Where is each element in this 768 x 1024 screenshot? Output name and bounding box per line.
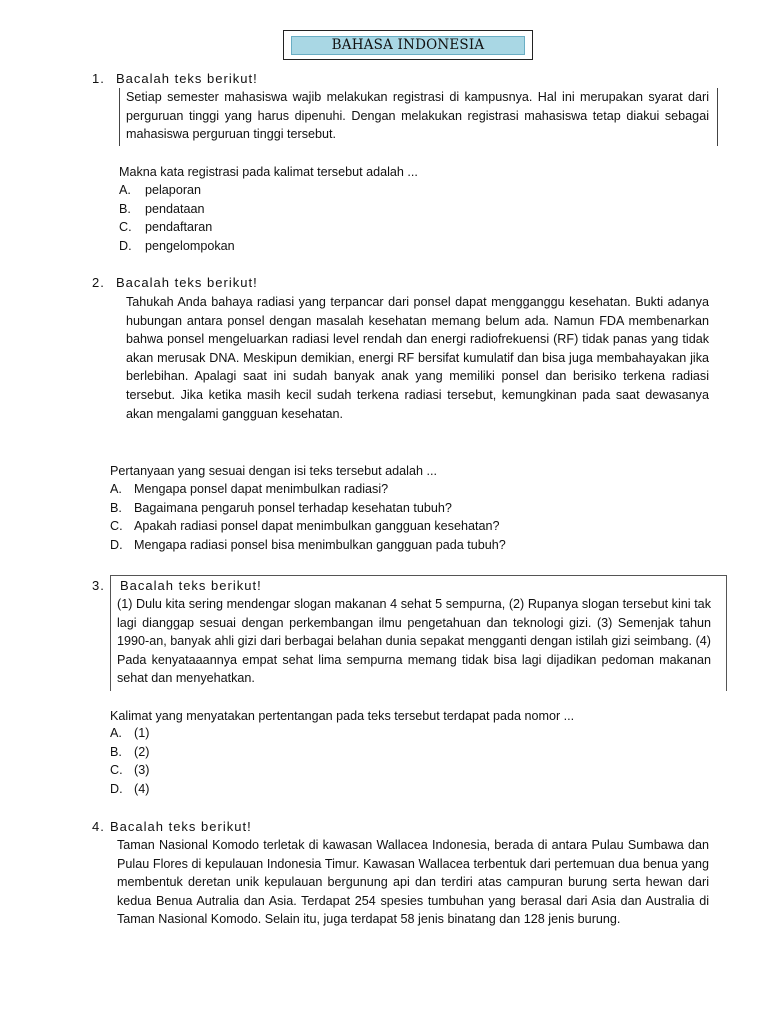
option-a[interactable]: A. (1) bbox=[110, 726, 150, 740]
q1-passage: Setiap semester mahasiswa wajib melakukan registrasi di kampusnya. Hal ini merupakan syarat dari perguruan tinggi yang harus dipenuhi. Dengan melakukan registrasi mahasiswa tetap diakui sebagai mahasiswa perguruan tinggi tersebut. bbox=[126, 90, 709, 142]
q2-options bbox=[110, 480, 506, 554]
q3-question: Kalimat yang menyatakan pertentangan pada teks tersebut terdapat pada nomor ... bbox=[110, 709, 575, 723]
q2-instruction: Bacalah teks berikut! bbox=[116, 275, 258, 290]
q3-number: 3. bbox=[92, 578, 105, 593]
option-d[interactable]: D. pengelompokan bbox=[119, 238, 235, 253]
q4-heading bbox=[92, 818, 252, 837]
title-box bbox=[283, 30, 533, 60]
option-b[interactable]: B. pendataan bbox=[119, 201, 205, 216]
option-a[interactable]: A. Mengapa ponsel dapat menimbulkan radiasi? bbox=[110, 482, 389, 496]
page-title: BAHASA INDONESIA bbox=[291, 36, 525, 55]
option-b[interactable]: B. Bagaimana pengaruh ponsel terhadap kesehatan tubuh? bbox=[110, 500, 452, 515]
q3-passage: (1) Dulu kita sering mendengar slogan makanan 4 sehat 5 sempurna, (2) Rupanya slogan tersebut kini tak lagi dianggap sesuai dengan perkembangan ilmu pengetahuan dan teknologi gizi. (3) Semenjak tahun 1990-an, banyak ahli gizi dari berbagai belahan dunia sepakat mengganti dengan istilah gizi seimbang. (4) Pada kenyataaannya empat sehat lima sempurna memang tidak bisa lagi dijadikan pedoman makanan sehat dan menyehatkan. bbox=[117, 597, 711, 686]
q3-options bbox=[110, 724, 149, 798]
q4-number: 4. bbox=[92, 819, 105, 834]
q3-instruction: Bacalah teks berikut! bbox=[120, 578, 262, 593]
option-b[interactable]: B. (2) bbox=[110, 744, 150, 759]
q3-heading bbox=[92, 577, 262, 596]
q2-number: 2. bbox=[92, 275, 105, 290]
q1-question: Makna kata registrasi pada kalimat tersebut adalah ... bbox=[119, 165, 418, 179]
option-c[interactable]: C. pendaftaran bbox=[119, 220, 213, 235]
q1-heading bbox=[92, 70, 258, 89]
q1-number: 1. bbox=[92, 71, 105, 86]
option-c[interactable]: C. Apakah radiasi ponsel dapat menimbulkan gangguan kesehatan? bbox=[110, 519, 500, 534]
q2-passage: Tahukah Anda bahaya radiasi yang terpancar dari ponsel dapat mengganggu kesehatan. Bukti adanya hubungan antara ponsel dengan masalah kesehatan memang belum ada. Namun FDA membenarkan bahwa ponsel mengeluarkan radiasi level rendah dan energi radiofrekuensi (RF) tidak panas yang tidak akan merusak DNA. Meskipun demikian, energi RF bersifat kumulatif dan bisa juga membahayakan jika berlebihan. Apalagi saat ini sudah banyak anak yang memiliki ponsel dan berisiko terkena radiasi tersebut. Jika ketika masih kecil sudah terkena radiasi tersebut, kemungkinan pada saat dewasanya akan mengalami gangguan kesehatan. bbox=[126, 295, 709, 421]
q1-instruction: Bacalah teks berikut! bbox=[116, 71, 258, 86]
option-a[interactable]: A. pelaporan bbox=[119, 183, 202, 197]
q2-heading bbox=[92, 274, 258, 293]
q4-passage: Taman Nasional Komodo terletak di kawasan Wallacea Indonesia, berada di antara Pulau Sumbawa dan Pulau Flores di kepulauan Indonesia Timur. Kawasan Wallacea terbentuk dari pertemuan dua benua yang membentuk deretan unik kepulauan bergunung api dan terdiri atas campuran burung serta hewan dari kedua Benua Autralia dan Asia. Terdapat 254 spesies tumbuhan yang berasal dari Asia dan Australia di Taman Nasional Komodo. Selain itu, juga terdapat 58 jenis binatang dan 128 jenis burung. bbox=[117, 838, 709, 927]
q2-question: Pertanyaan yang sesuai dengan isi teks tersebut adalah ... bbox=[110, 464, 437, 478]
option-d[interactable]: D. Mengapa radiasi ponsel bisa menimbulkan gangguan pada tubuh? bbox=[110, 537, 506, 552]
q1-options bbox=[119, 181, 235, 255]
option-d[interactable]: D. (4) bbox=[110, 781, 150, 796]
q4-instruction: Bacalah teks berikut! bbox=[110, 819, 252, 834]
option-c[interactable]: C. (3) bbox=[110, 763, 150, 778]
